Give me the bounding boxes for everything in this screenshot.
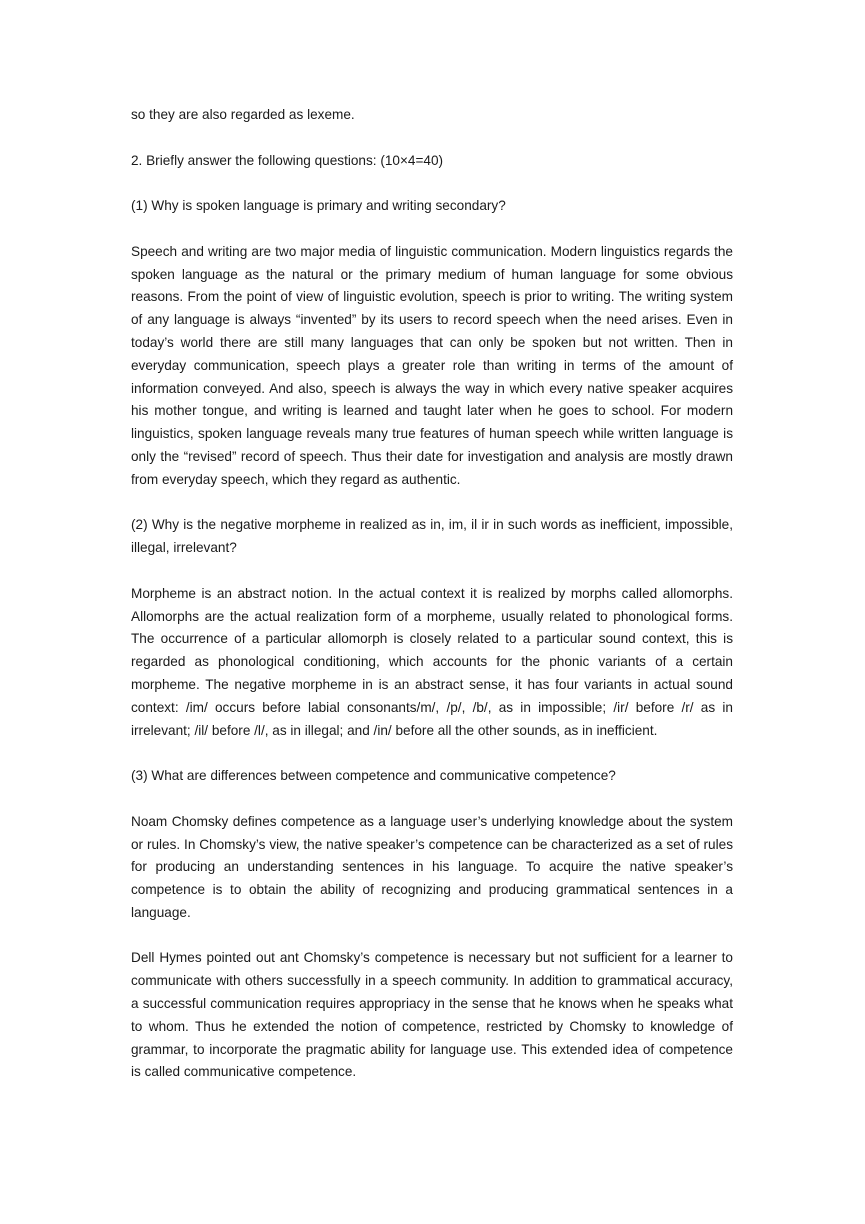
- answer-3-paragraph-2: Dell Hymes pointed out ant Chomsky’s competence is necessary but not sufficient for a learner to communicate with others successfully in a speech community. In addition to grammatical accuracy, a successful communication requires appropriacy in the sense that he knows when he speaks what to whom. Thus he extended the notion of competence, restricted by Chomsky to knowledge of grammar, to incorporate the pragmatic ability for language use. This extended idea of competence is called communicative competence.: [131, 950, 733, 1080]
- question-1: (1) Why is spoken language is primary and writing secondary?: [131, 198, 506, 214]
- answer-1: Speech and writing are two major media of linguistic communication. Modern linguistics regards the spoken language as the natural or the primary medium of human language for some obvious reasons. From the point of view of linguistic evolution, speech is prior to writing. The writing system of any language is always “invented” by its users to record speech when the need arises. Even in today’s world there are still many languages that can only be spoken but not written. Then in everyday communication, speech plays a greater role than writing in terms of the amount of information conveyed. And also, speech is always the way in which every native speaker acquires his mother tongue, and writing is learned and taught later when he goes to school. For modern linguistics, spoken language reveals many true features of human speech while written language is only the “revised” record of speech. Thus their date for investigation and analysis are mostly drawn from everyday speech, which they regard as authentic.: [131, 243, 733, 487]
- answer-3-paragraph-1: Noam Chomsky defines competence as a language user’s underlying knowledge about the system or rules. In Chomsky’s view, the native speaker’s competence can be characterized as a set of rules for producing an understanding sentences in his language. To acquire the native speaker’s competence is to obtain the ability of recognizing and producing grammatical sentences in a language.: [131, 813, 733, 920]
- answer-2: Morpheme is an abstract notion. In the actual context it is realized by morphs called allomorphs. Allomorphs are the actual realization form of a morpheme, usually related to phonological forms. The occurrence of a particular allomorph is closely related to a particular sound context, this is regarded as phonological conditioning, which accounts for the phonic variants of a certain morpheme. The negative morpheme in is an abstract sense, it has four variants in actual sound context: /im/ occurs before labial consonants/m/, /p/, /b/, as in impossible; /ir/ before /r/ as in irrelevant; /il/ before /l/, as in illegal; and /in/ before all the other sounds, as in inefficient.: [131, 585, 733, 738]
- section-heading: 2. Briefly answer the following questions: (10×4=40): [131, 152, 444, 168]
- question-2: (2) Why is the negative morpheme in realized as in, im, il ir in such words as inefficient, impossible, illegal, irrelevant?: [131, 517, 733, 556]
- question-3: (3) What are differences between competence and communicative competence?: [131, 768, 616, 784]
- continuation-text: so they are also regarded as lexeme.: [131, 107, 355, 122]
- document-page: [131, 104, 733, 1107]
